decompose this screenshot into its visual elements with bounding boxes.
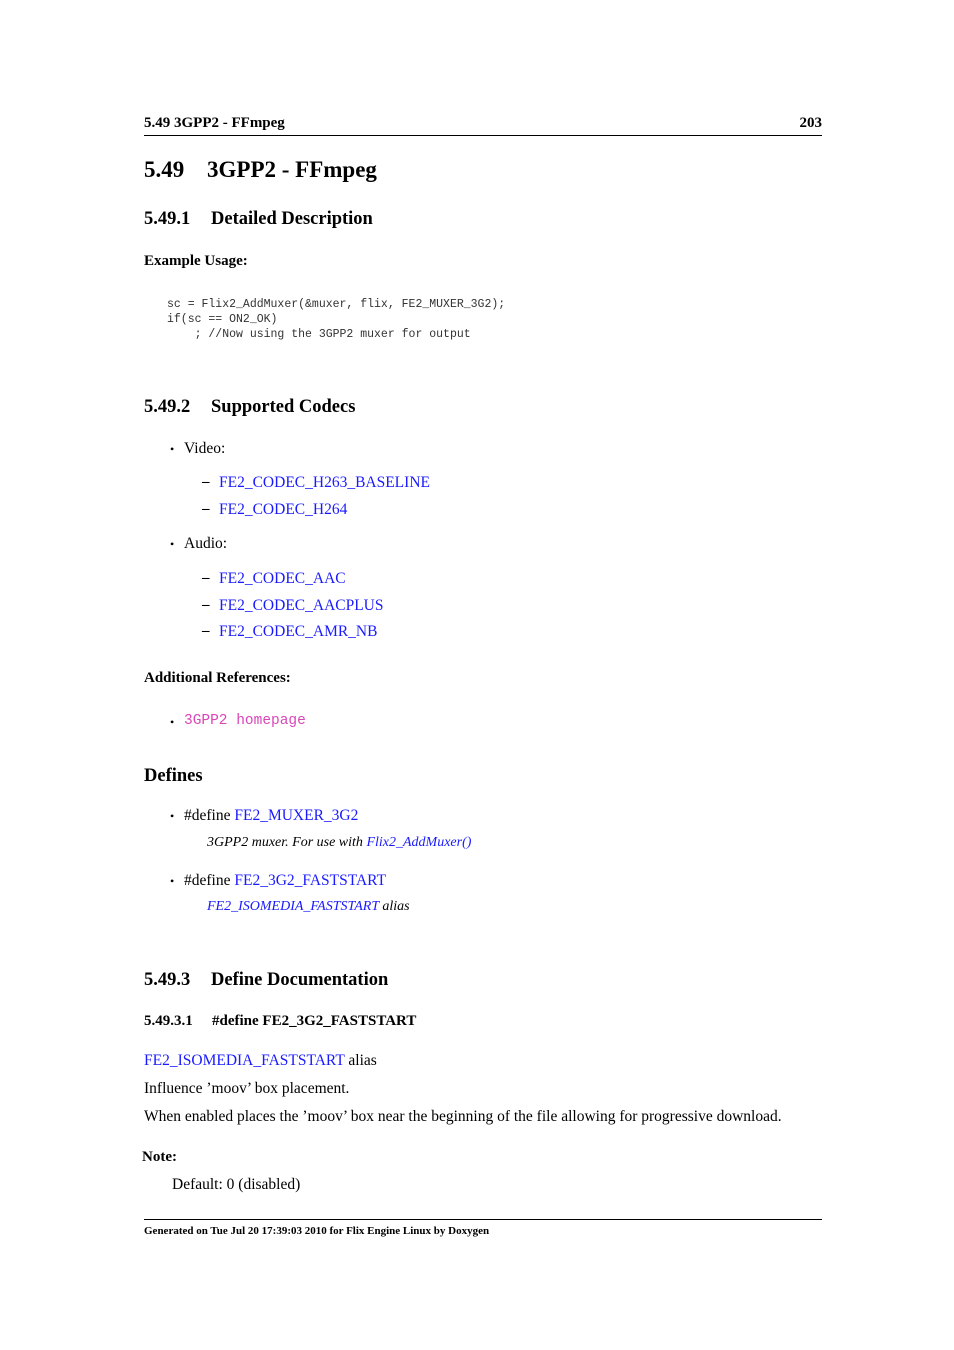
codec-link-h263-baseline[interactable]: FE2_CODEC_H263_BASELINE: [219, 474, 430, 491]
header-page-number: 203: [799, 115, 822, 131]
3gpp2-homepage-link[interactable]: 3GPP2 homepage: [184, 713, 306, 729]
code-line: ; //Now using the 3GPP2 muxer for output: [167, 328, 471, 341]
bullet: •: [170, 809, 175, 823]
dash-bullet: –: [202, 501, 210, 517]
define-description-text: 3GPP2 muxer. For use with: [207, 835, 363, 850]
running-header: [144, 113, 822, 136]
codec-link-aac[interactable]: FE2_CODEC_AAC: [219, 570, 346, 587]
subsubsection-title: #define FE2_3G2_FASTSTART: [212, 1013, 417, 1029]
isomedia-faststart-link[interactable]: FE2_ISOMEDIA_FASTSTART: [207, 899, 379, 914]
subsection-supported-codecs: [144, 397, 355, 418]
subsubsection-number: 5.49.3.1: [144, 1013, 193, 1029]
note-text: Default: 0 (disabled): [172, 1176, 301, 1193]
paragraph: When enabled places the ’moov’ box near the beginning of the file allowing for progressive download.: [144, 1108, 782, 1125]
subsection-detailed-description: [144, 209, 373, 230]
subsubsection-define-fe2-3g2-faststart: [144, 1013, 416, 1030]
define-keyword: #define: [184, 807, 231, 824]
code-line: if(sc == ON2_OK): [167, 313, 278, 326]
dash-bullet: –: [202, 570, 210, 586]
dash-bullet: –: [202, 597, 210, 613]
dash-bullet: –: [202, 623, 210, 639]
bullet: •: [170, 537, 175, 551]
paragraph: Influence ’moov’ box placement.: [144, 1080, 350, 1097]
isomedia-faststart-link[interactable]: FE2_ISOMEDIA_FASTSTART: [144, 1052, 345, 1069]
section-number: 5.49: [144, 157, 185, 182]
bullet: •: [170, 715, 175, 729]
codec-link-aacplus[interactable]: FE2_CODEC_AACPLUS: [219, 597, 384, 614]
subsection-define-documentation: [144, 970, 388, 991]
subsection-number: 5.49.2: [144, 397, 191, 417]
define-keyword: #define: [184, 872, 231, 889]
dash-bullet: –: [202, 474, 210, 490]
header-section-title: 5.49 3GPP2 - FFmpeg: [144, 115, 285, 131]
page-footer: [144, 1219, 822, 1237]
codec-link-amr-nb[interactable]: FE2_CODEC_AMR_NB: [219, 623, 378, 640]
subsection-number: 5.49.1: [144, 209, 191, 229]
define-item-3g2-faststart: [184, 872, 386, 890]
subsection-number: 5.49.3: [144, 970, 191, 990]
flix2-addmuxer-link[interactable]: Flix2_AddMuxer(): [366, 835, 472, 850]
footer-text: Generated on Tue Jul 20 17:39:03 2010 for Flix Engine Linux by Doxygen: [144, 1225, 490, 1237]
section-title: [144, 157, 377, 183]
alias-line: [144, 1052, 377, 1070]
bullet: •: [170, 442, 175, 456]
subsection-title: Supported Codecs: [211, 397, 356, 417]
define-description-text: alias: [382, 899, 410, 914]
define-item-muxer-3g2: [184, 807, 358, 825]
code-block: [167, 297, 505, 342]
audio-label: Audio:: [184, 535, 228, 552]
section-title-text: 3GPP2 - FFmpeg: [207, 157, 377, 182]
additional-references-label: Additional References:: [144, 670, 291, 686]
codec-link-h264[interactable]: FE2_CODEC_H264: [219, 501, 348, 518]
alias-text: alias: [348, 1052, 377, 1069]
video-label: Video:: [184, 440, 226, 457]
subsection-title: Define Documentation: [211, 970, 389, 990]
bullet: •: [170, 874, 175, 888]
define-link-fe2-muxer-3g2[interactable]: FE2_MUXER_3G2: [234, 807, 359, 824]
example-usage-label: Example Usage:: [144, 253, 248, 269]
subsection-title: Detailed Description: [211, 209, 373, 229]
defines-heading: Defines: [144, 766, 203, 786]
define-description: [207, 835, 471, 851]
note-label: Note:: [142, 1149, 177, 1165]
define-description: [207, 899, 410, 915]
define-link-fe2-3g2-faststart[interactable]: FE2_3G2_FASTSTART: [234, 872, 387, 889]
code-line: sc = Flix2_AddMuxer(&muxer, flix, FE2_MUXER_3G2);: [167, 298, 506, 311]
